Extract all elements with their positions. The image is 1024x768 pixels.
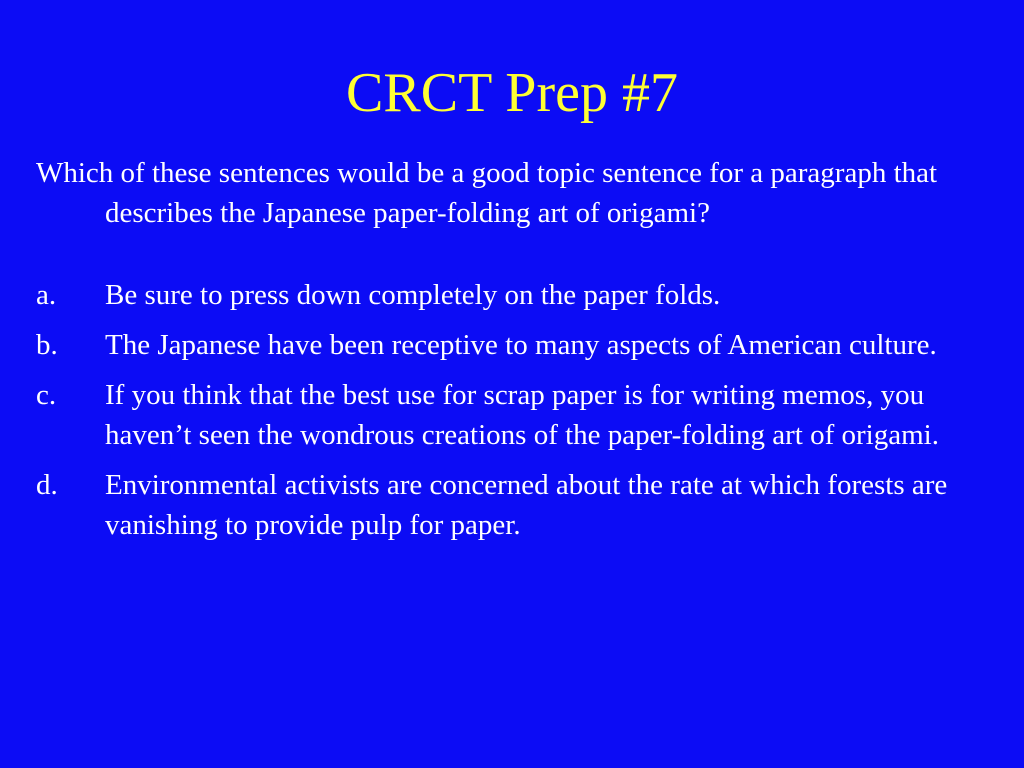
option-c <box>36 375 1016 455</box>
option-c-text: If you think that the best use for scrap paper is for writing memos, you haven’t seen the wondrous creations of the paper-folding art of origami. <box>105 379 939 451</box>
option-a-text: Be sure to press down completely on the paper folds. <box>105 279 721 311</box>
option-b-letter: b. <box>36 329 58 361</box>
slide-body <box>36 153 1016 555</box>
option-b <box>36 325 1016 365</box>
option-a-letter: a. <box>36 279 57 311</box>
answer-options <box>36 275 1016 545</box>
option-a <box>36 275 1016 315</box>
question-text: Which of these sentences would be a good topic sentence for a paragraph that describes the Japanese paper-folding art of origami? <box>36 157 938 229</box>
option-b-text: The Japanese have been receptive to many aspects of American culture. <box>105 329 937 361</box>
slide-title: CRCT Prep #7 <box>346 62 678 124</box>
option-d <box>36 465 1016 545</box>
option-c-letter: c. <box>36 379 57 411</box>
option-d-letter: d. <box>36 469 58 501</box>
option-d-text: Environmental activists are concerned about the rate at which forests are vanishing to provide pulp for paper. <box>105 469 948 541</box>
